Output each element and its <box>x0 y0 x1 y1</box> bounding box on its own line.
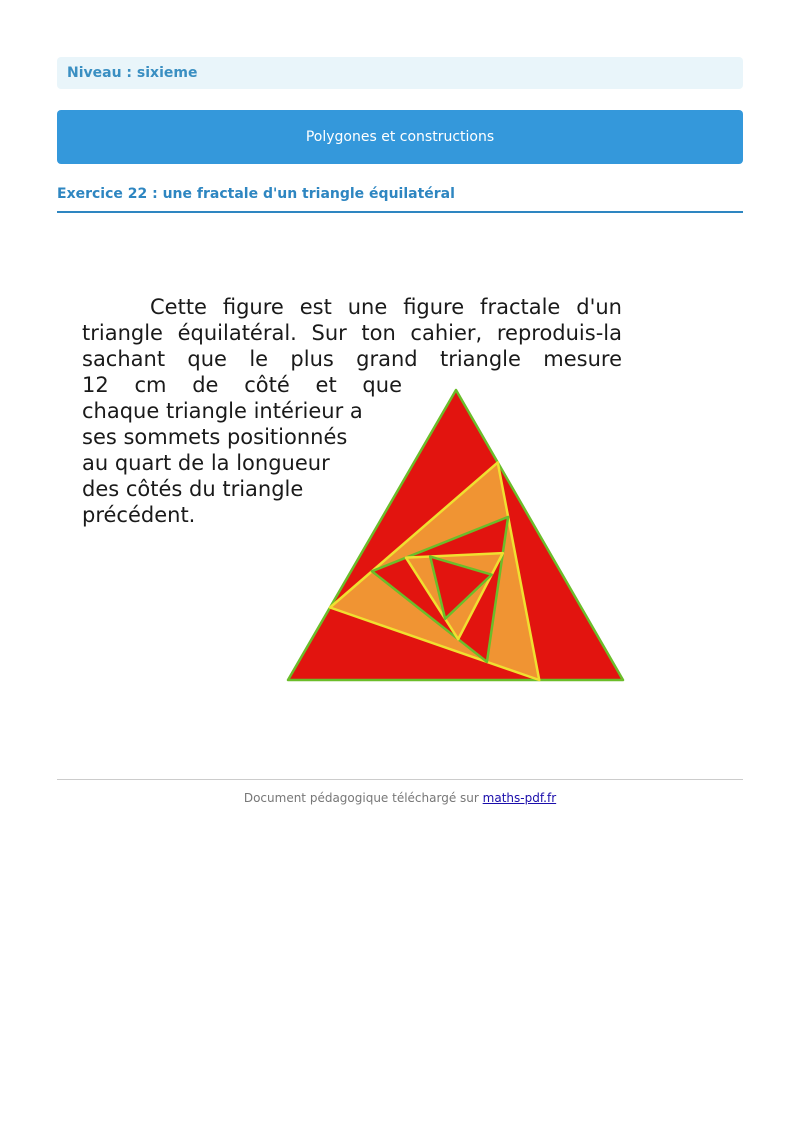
exercise-instruction <box>82 294 622 528</box>
instruction-line-3: sachant que le plus grand triangle mesure <box>82 347 622 371</box>
level-separator: : <box>121 65 137 81</box>
footer-text: Document pédagogique téléchargé sur <box>243 791 479 805</box>
exercise-title: Exercice 22 : une fractale d'un triangle équilatéral <box>57 186 743 213</box>
level-bar <box>57 57 743 89</box>
instruction-line-7: au quart de la longueur <box>82 451 330 475</box>
instruction-line-1: Cette figure est une figure fractale d'un <box>150 295 622 319</box>
level-label: Niveau <box>67 65 122 81</box>
instruction-line-4: 12 cm de côté et que <box>82 373 402 397</box>
footer <box>57 791 743 805</box>
footer-divider <box>57 779 743 780</box>
instruction-line-8: des côtés du triangle <box>82 477 304 501</box>
instruction-line-9: précédent. <box>82 503 196 527</box>
instruction-line-2: triangle équilatéral. Sur ton cahier, reproduis-la <box>82 321 622 345</box>
instruction-line-5: chaque triangle intérieur a <box>82 399 363 423</box>
instruction-line-6: ses sommets positionnés <box>82 425 348 449</box>
footer-link[interactable]: maths-pdf.fr <box>482 791 557 805</box>
topic-banner: Polygones et constructions <box>57 110 743 164</box>
level-value: sixieme <box>136 65 198 81</box>
